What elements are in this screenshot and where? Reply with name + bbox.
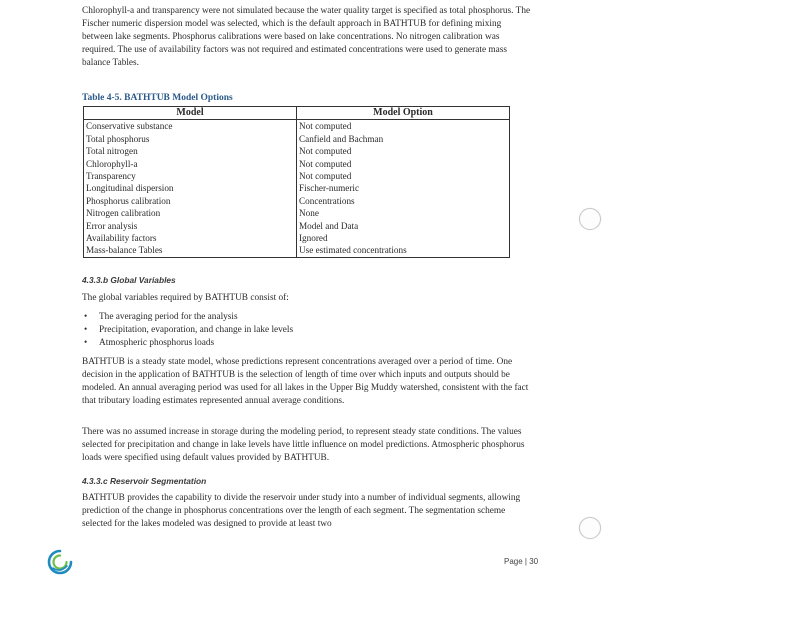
table-header-model-option: Model Option xyxy=(297,107,510,120)
table-cell-option: Not computed xyxy=(297,120,510,133)
table-cell-option: Not computed xyxy=(297,170,510,182)
section-heading-reservoir-segmentation: 4.3.3.c Reservoir Segmentation xyxy=(82,476,207,486)
table-row xyxy=(84,244,510,257)
table-cell-option: Use estimated concentrations xyxy=(297,244,510,257)
table-cell-model: Transparency xyxy=(84,170,297,182)
table-row xyxy=(84,145,510,157)
table-title: Table 4-5. BATHTUB Model Options xyxy=(82,93,233,103)
table-row xyxy=(84,133,510,145)
table-cell-model: Total phosphorus xyxy=(84,133,297,145)
table-row xyxy=(84,158,510,170)
table-cell-model: Mass-balance Tables xyxy=(84,244,297,257)
table-cell-option: Not computed xyxy=(297,145,510,157)
table-cell-option: Canfield and Bachman xyxy=(297,133,510,145)
intro-paragraph: Chlorophyll-a and transparency were not simulated because the water quality target is specified as total phosphorus. The Fischer numeric dispersion model was selected, which is the default approach in BATHTUB for defining mixing between lake segments. Phosphorus calibrations were based on lake concentrations. No nitrogen calibration was required. The use of availability factors was not required and estimated concentrations were used to generate mass balance Tables. xyxy=(82,6,531,68)
global-variables-paragraph-2: There was no assumed increase in storage during the modeling period, to represent steady state conditions. The values selected for precipitation and change in lake levels have little influence on model predictions. Atmospheric phosphorus loads were specified using default values provided by BATHTUB. xyxy=(82,427,525,463)
table-row xyxy=(84,220,510,232)
scroll-anchor-icon[interactable] xyxy=(579,517,601,539)
model-options-table xyxy=(83,106,510,258)
table-cell-model: Nitrogen calibration xyxy=(84,207,297,219)
list-item: • Atmospheric phosphorus loads xyxy=(84,338,215,348)
bullet-icon: • xyxy=(84,338,88,348)
table-cell-model: Conservative substance xyxy=(84,120,297,133)
table-cell-option: Model and Data xyxy=(297,220,510,232)
table-row xyxy=(84,120,510,133)
list-item: • The averaging period for the analysis xyxy=(84,312,238,322)
global-variables-list xyxy=(82,311,293,350)
table-cell-option: None xyxy=(297,207,510,219)
section-heading-global-variables: 4.3.3.b Global Variables xyxy=(82,275,176,285)
global-variables-intro: The global variables required by BATHTUB consist of: xyxy=(82,293,289,303)
table-cell-model: Longitudinal dispersion xyxy=(84,182,297,194)
reservoir-segmentation-paragraph: BATHTUB provides the capability to divide the reservoir under study into a number of individual segments, allowing prediction of the change in phosphorus concentrations over the length of each segment. The segmentation scheme selected for the lakes modeled was designed to provide at least two xyxy=(82,493,521,529)
table-row xyxy=(84,195,510,207)
table-cell-model: Error analysis xyxy=(84,220,297,232)
table-cell-option: Fischer-numeric xyxy=(297,182,510,194)
table-cell-option: Not computed xyxy=(297,158,510,170)
bullet-icon: • xyxy=(84,312,88,322)
table-cell-option: Ignored xyxy=(297,232,510,244)
organization-logo-icon xyxy=(47,549,73,575)
list-item: • Precipitation, evaporation, and change in lake levels xyxy=(84,325,294,335)
table-cell-model: Total nitrogen xyxy=(84,145,297,157)
global-variables-paragraph-1: BATHTUB is a steady state model, whose predictions represent concentrations averaged over a period of time. One decision in the application of BATHTUB is the selection of length of time over which inputs and outputs should be modeled. An annual averaging period was used for all lakes in the Upper Big Muddy watershed, consistent with the fact that tributary loading estimates represented annual average conditions. xyxy=(82,357,529,406)
bullet-icon: • xyxy=(84,325,88,335)
table-row xyxy=(84,170,510,182)
table-cell-model: Phosphorus calibration xyxy=(84,195,297,207)
table-cell-model: Chlorophyll-a xyxy=(84,158,297,170)
table-cell-model: Availability factors xyxy=(84,232,297,244)
table-row xyxy=(84,182,510,194)
table-header-model: Model xyxy=(84,107,297,120)
table-row xyxy=(84,232,510,244)
table-row xyxy=(84,207,510,219)
scroll-anchor-icon[interactable] xyxy=(579,208,601,230)
table-cell-option: Concentrations xyxy=(297,195,510,207)
page-number: Page | 30 xyxy=(504,557,539,566)
